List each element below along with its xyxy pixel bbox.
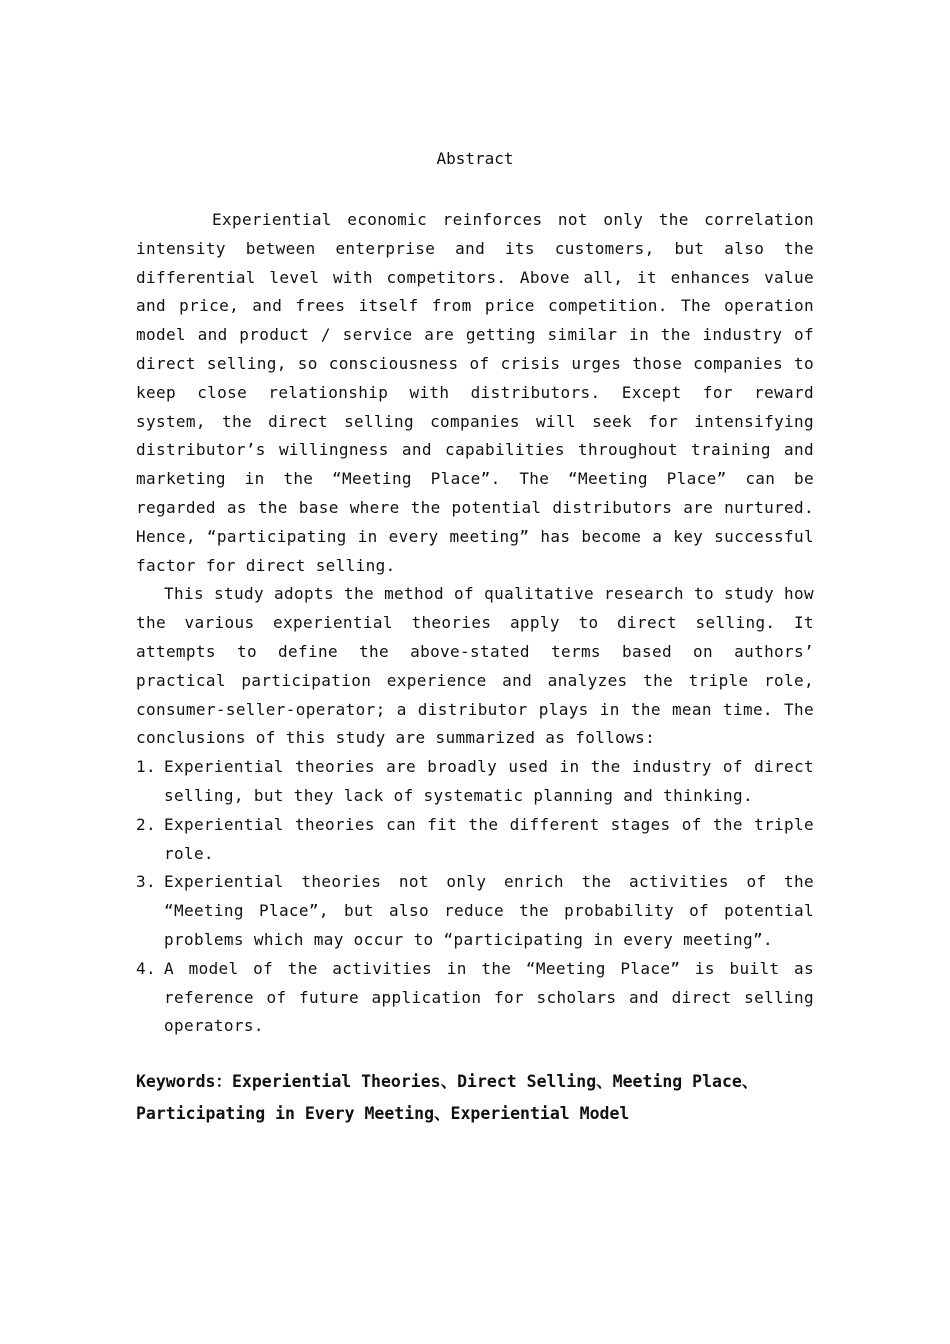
list-item-number: 2. [136, 814, 156, 834]
list-item-number: 3. [136, 872, 156, 892]
keywords-text: Experiential Theories、Direct Selling、Meeting Place、Participating in Every Meeting、Experiential Model [136, 1072, 759, 1123]
list-item-text: Experiential theories can fit the different stages of the triple role. [164, 814, 814, 863]
abstract-body [136, 206, 814, 1041]
keywords-label: Keywords： [136, 1072, 232, 1091]
conclusions-list [136, 753, 814, 1041]
list-item-number: 1. [136, 757, 156, 777]
list-item [136, 753, 814, 811]
list-item-text: A model of the activities in the “Meeting Place” is built as reference of future application for scholars and direct selling operators. [164, 958, 814, 1036]
list-item-number: 4. [136, 958, 156, 978]
abstract-paragraph-1: Experiential economic reinforces not only the correlation intensity between enterprise and its customers, but also the differential level with competitors. Above all, it enhances value and price, and frees itself from price competition. The operation model and product / service are getting similar in the industry of direct selling, so consciousness of crisis urges those companies to keep close relationship with distributors. Except for reward system, the direct selling companies will seek for intensifying distributor’s willingness and capabilities throughout training and marketing in the “Meeting Place”. The “Meeting Place” can be regarded as the base where the potential distributors are nurtured. Hence, “participating in every meeting” has become a key successful factor for direct selling. [136, 210, 814, 575]
list-item [136, 811, 814, 869]
abstract-paragraph-2: This study adopts the method of qualitative research to study how the various experiential theories apply to direct selling. It attempts to define the above-stated terms based on authors’ practical participation experience and analyzes the triple role, consumer-seller-operator; a distributor plays in the mean time. The conclusions of this study are summarized as follows: [136, 584, 814, 748]
list-item [136, 955, 814, 1041]
keywords-line [136, 1066, 814, 1130]
list-item-text: Experiential theories are broadly used in the industry of direct selling, but they lack of systematic planning and thinking. [164, 757, 814, 805]
list-item-text: Experiential theories not only enrich the activities of the “Meeting Place”, but also reduce the probability of potential problems which may occur to “participating in every meeting”. [164, 872, 814, 949]
list-item [136, 868, 814, 954]
abstract-title: Abstract [436, 149, 514, 168]
